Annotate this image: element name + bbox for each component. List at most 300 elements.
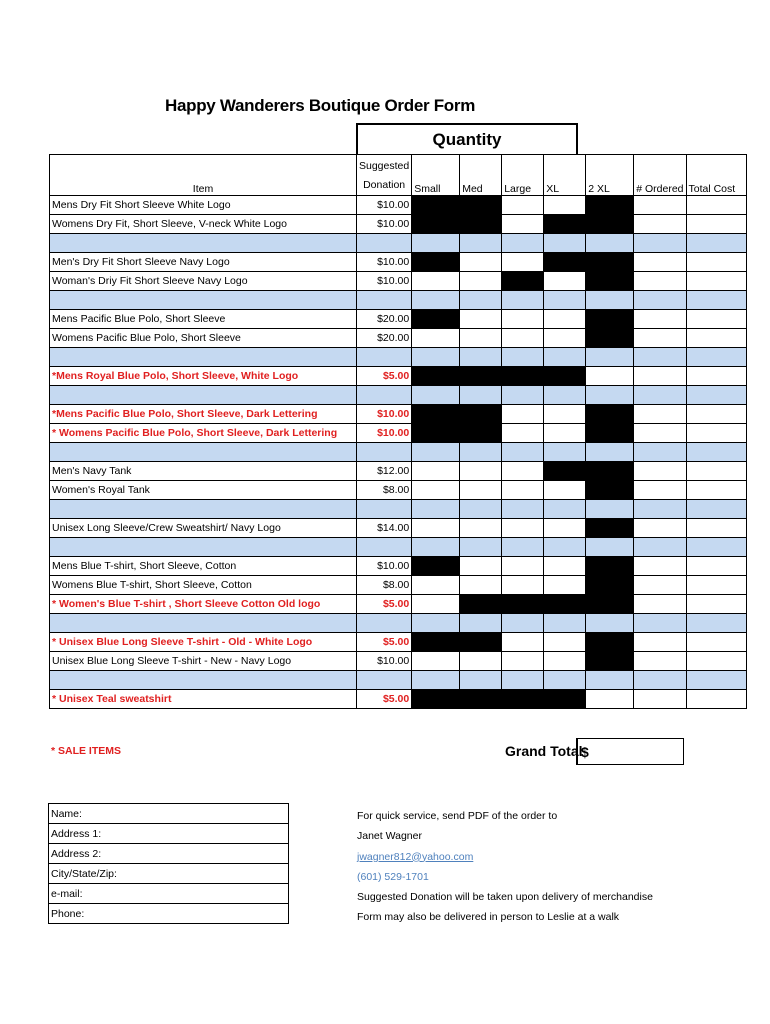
separator-cell: [502, 614, 544, 633]
separator-cell: [460, 348, 502, 367]
total-cost-cell[interactable]: [686, 215, 746, 234]
separator-cell: [502, 443, 544, 462]
separator-cell: [686, 500, 746, 519]
ordered-cell[interactable]: [634, 462, 686, 481]
ordered-header: # Ordered: [634, 155, 686, 196]
separator-cell: [634, 386, 686, 405]
separator-row: [50, 348, 747, 367]
qty-input-med[interactable]: [460, 557, 502, 576]
ordered-cell[interactable]: [634, 576, 686, 595]
separator-cell: [634, 348, 686, 367]
item-row: [50, 690, 747, 709]
contact-field[interactable]: City/State/Zip:: [49, 864, 289, 884]
unavailable-size-small: [412, 253, 460, 272]
separator-row: [50, 234, 747, 253]
item-name: Womens Dry Fit, Short Sleeve, V-neck White Logo: [50, 215, 357, 234]
separator-cell: [686, 443, 746, 462]
separator-cell: [50, 500, 357, 519]
size-header-med: Med: [460, 155, 502, 196]
separator-cell: [686, 234, 746, 253]
size-header-large: Large: [502, 155, 544, 196]
unavailable-size-med: [460, 633, 502, 652]
unavailable-size-small: [412, 690, 460, 709]
separator-cell: [412, 538, 460, 557]
unavailable-size-large: [502, 595, 544, 614]
separator-cell: [50, 671, 357, 690]
total-cost-cell[interactable]: [686, 652, 746, 671]
unavailable-size-med: [460, 367, 502, 386]
unavailable-size-small: [412, 310, 460, 329]
qty-input-med[interactable]: [460, 310, 502, 329]
separator-cell: [544, 614, 586, 633]
unavailable-size-med: [460, 690, 502, 709]
separator-row: [50, 671, 747, 690]
separator-cell: [634, 500, 686, 519]
qty-input-xl[interactable]: [544, 272, 586, 291]
qty-input-xl[interactable]: [544, 633, 586, 652]
separator-cell: [357, 671, 412, 690]
separator-cell: [686, 348, 746, 367]
separator-row: [50, 291, 747, 310]
ordered-cell[interactable]: [634, 690, 686, 709]
separator-cell: [412, 386, 460, 405]
separator-cell: [357, 291, 412, 310]
qty-input-xl[interactable]: [544, 557, 586, 576]
qty-input-large[interactable]: [502, 557, 544, 576]
ordered-cell[interactable]: [634, 405, 686, 424]
qty-input-large[interactable]: [502, 633, 544, 652]
item-row: [50, 310, 747, 329]
qty-input-small[interactable]: [412, 519, 460, 538]
item-row: [50, 633, 747, 652]
item-price: $10.00: [357, 405, 412, 424]
separator-cell: [502, 348, 544, 367]
item-row: [50, 215, 747, 234]
item-price: $20.00: [357, 329, 412, 348]
qty-input-small[interactable]: [412, 481, 460, 500]
item-name: Mens Blue T-shirt, Short Sleeve, Cotton: [50, 557, 357, 576]
total-cost-cell[interactable]: [686, 633, 746, 652]
separator-cell: [586, 614, 634, 633]
separator-cell: [586, 500, 634, 519]
total-cost-cell[interactable]: [686, 481, 746, 500]
total-cost-cell[interactable]: [686, 253, 746, 272]
unavailable-size-2xl: [586, 253, 634, 272]
separator-cell: [586, 671, 634, 690]
total-cost-cell[interactable]: [686, 329, 746, 348]
separator-cell: [686, 671, 746, 690]
contact-row: [49, 804, 289, 824]
item-row: [50, 462, 747, 481]
qty-input-small[interactable]: [412, 595, 460, 614]
separator-cell: [460, 234, 502, 253]
unavailable-size-small: [412, 215, 460, 234]
contact-row: [49, 884, 289, 904]
separator-cell: [502, 500, 544, 519]
item-price: $12.00: [357, 462, 412, 481]
contact-field[interactable]: Address 1:: [49, 824, 289, 844]
qty-input-large[interactable]: [502, 424, 544, 443]
grand-total-label: Grand Total: [505, 743, 583, 759]
qty-input-xl[interactable]: [544, 329, 586, 348]
separator-cell: [50, 291, 357, 310]
item-name: * Unisex Blue Long Sleeve T-shirt - Old - White Logo: [50, 633, 357, 652]
item-name: * Womens Pacific Blue Polo, Short Sleeve, Dark Lettering: [50, 424, 357, 443]
item-price: $5.00: [357, 690, 412, 709]
unavailable-size-2xl: [586, 652, 634, 671]
unavailable-size-2xl: [586, 595, 634, 614]
separator-cell: [50, 348, 357, 367]
separator-cell: [686, 291, 746, 310]
item-header: Item: [50, 155, 357, 196]
separator-cell: [686, 538, 746, 557]
qty-input-small[interactable]: [412, 462, 460, 481]
separator-cell: [634, 443, 686, 462]
separator-cell: [634, 538, 686, 557]
separator-cell: [502, 386, 544, 405]
qty-input-xl[interactable]: [544, 310, 586, 329]
item-row: [50, 405, 747, 424]
separator-cell: [634, 671, 686, 690]
unavailable-size-xl: [544, 215, 586, 234]
total-header: Total Cost: [686, 155, 746, 196]
separator-cell: [686, 614, 746, 633]
item-name: Womens Blue T-shirt, Short Sleeve, Cotton: [50, 576, 357, 595]
item-row: [50, 576, 747, 595]
unavailable-size-med: [460, 215, 502, 234]
qty-input-large[interactable]: [502, 652, 544, 671]
item-row: [50, 329, 747, 348]
contact-field[interactable]: Phone:: [49, 904, 289, 924]
separator-cell: [50, 538, 357, 557]
contact-row: [49, 904, 289, 924]
form-title: Happy Wanderers Boutique Order Form: [165, 96, 476, 115]
ordered-cell[interactable]: [634, 595, 686, 614]
item-row: [50, 481, 747, 500]
separator-cell: [460, 291, 502, 310]
item-name: Men's Navy Tank: [50, 462, 357, 481]
delivery-note: Form may also be delivered in person to Leslie at a walk: [357, 911, 620, 924]
qty-input-xl[interactable]: [544, 405, 586, 424]
item-name: * Women's Blue T-shirt , Short Sleeve Cotton Old logo: [50, 595, 357, 614]
ordered-cell[interactable]: [634, 367, 686, 386]
ordered-cell[interactable]: [634, 424, 686, 443]
qty-input-2xl[interactable]: [586, 690, 634, 709]
unavailable-size-med: [460, 196, 502, 215]
contact-field[interactable]: Address 2:: [49, 844, 289, 864]
unavailable-size-large: [502, 690, 544, 709]
instruction-line: For quick service, send PDF of the order to: [357, 810, 558, 822]
separator-cell: [357, 348, 412, 367]
qty-input-small[interactable]: [412, 272, 460, 291]
unavailable-size-2xl: [586, 481, 634, 500]
qty-input-med[interactable]: [460, 519, 502, 538]
item-name: Unisex Long Sleeve/Crew Sweatshirt/ Navy Logo: [50, 519, 357, 538]
qty-input-med[interactable]: [460, 576, 502, 595]
qty-input-xl[interactable]: [544, 519, 586, 538]
item-name: Women's Royal Tank: [50, 481, 357, 500]
qty-input-large[interactable]: [502, 253, 544, 272]
separator-cell: [544, 234, 586, 253]
qty-input-large[interactable]: [502, 196, 544, 215]
separator-cell: [634, 291, 686, 310]
item-name: Men's Dry Fit Short Sleeve Navy Logo: [50, 253, 357, 272]
quantity-header: Quantity: [356, 123, 578, 155]
separator-cell: [460, 671, 502, 690]
item-price: $5.00: [357, 633, 412, 652]
phone-number[interactable]: (601) 529-1701: [357, 870, 429, 883]
item-row: [50, 196, 747, 215]
total-cost-cell[interactable]: [686, 272, 746, 291]
separator-cell: [586, 234, 634, 253]
qty-input-xl[interactable]: [544, 576, 586, 595]
separator-cell: [412, 291, 460, 310]
unavailable-size-2xl: [586, 310, 634, 329]
separator-cell: [412, 500, 460, 519]
separator-cell: [357, 234, 412, 253]
separator-cell: [586, 443, 634, 462]
unavailable-size-med: [460, 424, 502, 443]
total-cost-cell[interactable]: [686, 576, 746, 595]
unavailable-size-small: [412, 196, 460, 215]
unavailable-size-2xl: [586, 272, 634, 291]
item-row: [50, 253, 747, 272]
instructions: [357, 806, 653, 928]
unavailable-size-2xl: [586, 424, 634, 443]
separator-cell: [586, 386, 634, 405]
contact-field[interactable]: e-mail:: [49, 884, 289, 904]
unavailable-size-2xl: [586, 576, 634, 595]
total-cost-cell[interactable]: [686, 519, 746, 538]
separator-cell: [50, 614, 357, 633]
unavailable-size-xl: [544, 595, 586, 614]
ordered-cell[interactable]: [634, 557, 686, 576]
qty-input-xl[interactable]: [544, 424, 586, 443]
qty-input-large[interactable]: [502, 576, 544, 595]
item-row: [50, 367, 747, 386]
ordered-cell[interactable]: [634, 652, 686, 671]
total-cost-cell[interactable]: [686, 462, 746, 481]
qty-input-2xl[interactable]: [586, 367, 634, 386]
item-name: Woman's Driy Fit Short Sleeve Navy Logo: [50, 272, 357, 291]
unavailable-size-small: [412, 424, 460, 443]
separator-cell: [502, 234, 544, 253]
separator-cell: [412, 671, 460, 690]
unavailable-size-2xl: [586, 215, 634, 234]
unavailable-size-small: [412, 557, 460, 576]
item-price: $10.00: [357, 557, 412, 576]
item-name: * Unisex Teal sweatshirt: [50, 690, 357, 709]
item-name: Womens Pacific Blue Polo, Short Sleeve: [50, 329, 357, 348]
unavailable-size-2xl: [586, 557, 634, 576]
separator-cell: [50, 386, 357, 405]
unavailable-size-2xl: [586, 196, 634, 215]
contact-row: [49, 844, 289, 864]
qty-input-large[interactable]: [502, 405, 544, 424]
item-price: $10.00: [357, 272, 412, 291]
separator-cell: [544, 291, 586, 310]
item-row: [50, 652, 747, 671]
separator-cell: [502, 538, 544, 557]
separator-cell: [50, 234, 357, 253]
size-header-small: Small: [412, 155, 460, 196]
total-cost-cell[interactable]: [686, 405, 746, 424]
unavailable-size-small: [412, 633, 460, 652]
ordered-cell[interactable]: [634, 253, 686, 272]
email-link[interactable]: jwagner812@yahoo.com: [357, 850, 474, 863]
item-price: $10.00: [357, 424, 412, 443]
contact-row: [49, 864, 289, 884]
unavailable-size-small: [412, 405, 460, 424]
unavailable-size-small: [412, 367, 460, 386]
qty-input-large[interactable]: [502, 329, 544, 348]
donation-header: Suggested Donation: [357, 155, 412, 196]
qty-input-small[interactable]: [412, 329, 460, 348]
separator-cell: [460, 538, 502, 557]
separator-cell: [586, 538, 634, 557]
item-row: [50, 424, 747, 443]
separator-cell: [460, 500, 502, 519]
qty-input-large[interactable]: [502, 519, 544, 538]
item-price: $14.00: [357, 519, 412, 538]
size-header-xl: XL: [544, 155, 586, 196]
separator-cell: [412, 234, 460, 253]
order-table: [49, 154, 747, 709]
total-cost-cell[interactable]: [686, 196, 746, 215]
qty-input-med[interactable]: [460, 481, 502, 500]
unavailable-size-xl: [544, 253, 586, 272]
item-row: [50, 519, 747, 538]
ordered-cell[interactable]: [634, 519, 686, 538]
separator-cell: [412, 348, 460, 367]
separator-cell: [586, 291, 634, 310]
separator-cell: [544, 538, 586, 557]
qty-input-xl[interactable]: [544, 652, 586, 671]
item-price: $10.00: [357, 196, 412, 215]
qty-input-med[interactable]: [460, 462, 502, 481]
total-cost-cell[interactable]: [686, 557, 746, 576]
ordered-cell[interactable]: [634, 215, 686, 234]
item-name: *Mens Royal Blue Polo, Short Sleeve, White Logo: [50, 367, 357, 386]
item-price: $10.00: [357, 215, 412, 234]
separator-cell: [634, 234, 686, 253]
contact-field[interactable]: Name:: [49, 804, 289, 824]
item-price: $5.00: [357, 367, 412, 386]
qty-input-med[interactable]: [460, 652, 502, 671]
donation-note: Suggested Donation will be taken upon delivery of merchandise: [357, 891, 653, 904]
separator-cell: [544, 671, 586, 690]
separator-cell: [686, 386, 746, 405]
qty-input-med[interactable]: [460, 253, 502, 272]
grand-total-field[interactable]: $: [576, 738, 684, 765]
separator-cell: [502, 671, 544, 690]
ordered-cell[interactable]: [634, 310, 686, 329]
separator-cell: [412, 614, 460, 633]
header-row: [50, 155, 747, 196]
contact-table: [48, 803, 289, 924]
separator-cell: [544, 443, 586, 462]
separator-cell: [460, 443, 502, 462]
qty-input-med[interactable]: [460, 272, 502, 291]
unavailable-size-2xl: [586, 405, 634, 424]
separator-row: [50, 386, 747, 405]
ordered-cell[interactable]: [634, 329, 686, 348]
total-cost-cell[interactable]: [686, 367, 746, 386]
contact-row: [49, 824, 289, 844]
separator-cell: [357, 443, 412, 462]
total-cost-cell[interactable]: [686, 690, 746, 709]
item-row: [50, 272, 747, 291]
separator-cell: [502, 291, 544, 310]
item-row: [50, 557, 747, 576]
item-price: $8.00: [357, 576, 412, 595]
unavailable-size-large: [502, 272, 544, 291]
separator-cell: [460, 614, 502, 633]
ordered-cell[interactable]: [634, 196, 686, 215]
item-price: $5.00: [357, 595, 412, 614]
separator-row: [50, 443, 747, 462]
total-cost-cell[interactable]: [686, 595, 746, 614]
qty-input-large[interactable]: [502, 462, 544, 481]
qty-input-large[interactable]: [502, 310, 544, 329]
unavailable-size-large: [502, 367, 544, 386]
separator-cell: [544, 500, 586, 519]
item-row: [50, 595, 747, 614]
qty-input-xl[interactable]: [544, 481, 586, 500]
contact-name: Janet Wagner: [357, 830, 422, 843]
qty-input-small[interactable]: [412, 576, 460, 595]
separator-cell: [460, 386, 502, 405]
item-name: *Mens Pacific Blue Polo, Short Sleeve, Dark Lettering: [50, 405, 357, 424]
ordered-cell[interactable]: [634, 272, 686, 291]
qty-input-large[interactable]: [502, 481, 544, 500]
total-cost-cell[interactable]: [686, 310, 746, 329]
unavailable-size-xl: [544, 462, 586, 481]
qty-input-large[interactable]: [502, 215, 544, 234]
separator-cell: [634, 614, 686, 633]
separator-cell: [412, 443, 460, 462]
size-header-2xl: 2 XL: [586, 155, 634, 196]
item-name: Unisex Blue Long Sleeve T-shirt - New - Navy Logo: [50, 652, 357, 671]
unavailable-size-2xl: [586, 633, 634, 652]
unavailable-size-2xl: [586, 519, 634, 538]
separator-cell: [586, 348, 634, 367]
separator-row: [50, 614, 747, 633]
qty-input-med[interactable]: [460, 329, 502, 348]
unavailable-size-med: [460, 405, 502, 424]
ordered-cell[interactable]: [634, 481, 686, 500]
item-price: $20.00: [357, 310, 412, 329]
qty-input-small[interactable]: [412, 652, 460, 671]
separator-cell: [50, 443, 357, 462]
qty-input-xl[interactable]: [544, 196, 586, 215]
unavailable-size-med: [460, 595, 502, 614]
item-price: $10.00: [357, 253, 412, 272]
item-name: Mens Dry Fit Short Sleeve White Logo: [50, 196, 357, 215]
separator-row: [50, 500, 747, 519]
unavailable-size-2xl: [586, 329, 634, 348]
separator-cell: [544, 348, 586, 367]
item-price: $8.00: [357, 481, 412, 500]
ordered-cell[interactable]: [634, 633, 686, 652]
separator-cell: [357, 386, 412, 405]
unavailable-size-xl: [544, 690, 586, 709]
total-cost-cell[interactable]: [686, 424, 746, 443]
separator-cell: [357, 538, 412, 557]
item-price: $10.00: [357, 652, 412, 671]
item-name: Mens Pacific Blue Polo, Short Sleeve: [50, 310, 357, 329]
unavailable-size-xl: [544, 367, 586, 386]
